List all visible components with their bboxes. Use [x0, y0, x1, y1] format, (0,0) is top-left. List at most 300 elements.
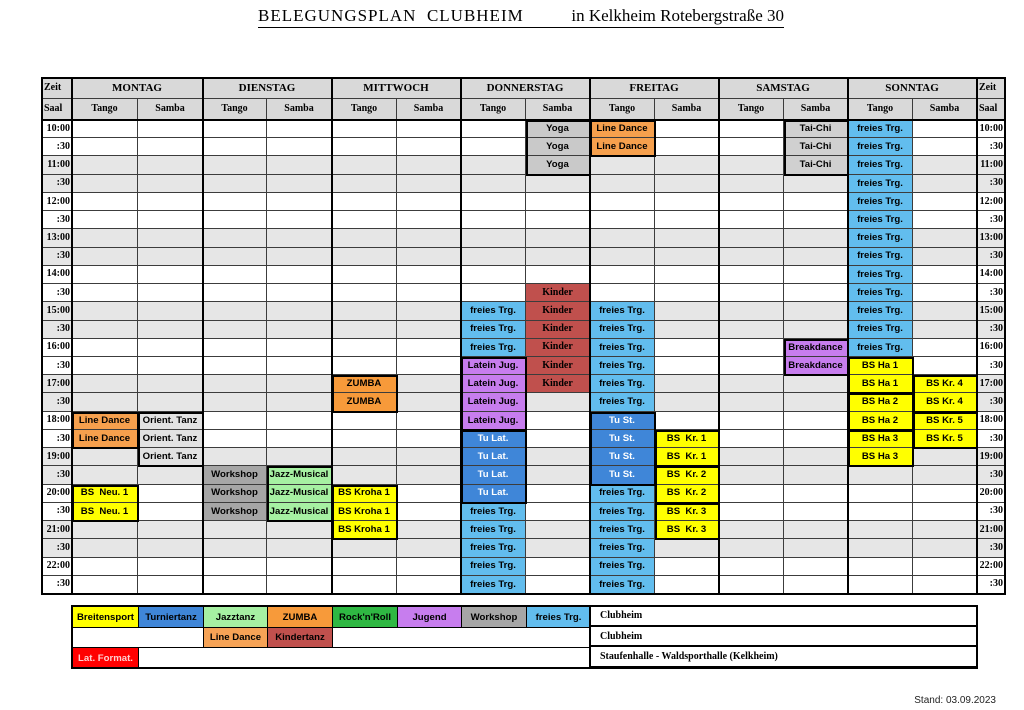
schedule-entry: freies Trg.	[590, 485, 655, 503]
legend-item: Jazztanz	[203, 606, 268, 628]
schedule-cell	[526, 175, 590, 193]
schedule-entry: Workshop	[203, 503, 267, 521]
legend-venue: Staufenhalle - Waldsporthalle (Kelkheim)	[590, 647, 977, 668]
schedule-cell	[913, 558, 977, 576]
schedule-cell	[138, 375, 203, 393]
schedule-cell	[719, 284, 784, 302]
schedule-cell	[461, 248, 526, 266]
schedule-entry: BS Kr. 2	[655, 466, 719, 484]
schedule-cell	[461, 138, 526, 156]
schedule-entry: Line Dance	[72, 430, 138, 448]
time-label-right: 14:00	[977, 266, 1005, 284]
schedule-cell	[397, 302, 461, 320]
schedule-cell	[461, 229, 526, 247]
schedule-cell	[397, 576, 461, 594]
schedule-cell	[72, 284, 138, 302]
schedule-entry: freies Trg.	[461, 521, 526, 539]
schedule-entry: BS Kr. 5	[913, 430, 977, 448]
schedule-cell	[138, 211, 203, 229]
schedule-entry: Yoga	[526, 120, 590, 138]
schedule-cell	[784, 248, 848, 266]
schedule-entry: Workshop	[203, 466, 267, 484]
schedule-entry: freies Trg.	[461, 539, 526, 557]
schedule-cell	[526, 448, 590, 466]
schedule-cell	[719, 229, 784, 247]
schedule-entry: Tai-Chi	[784, 138, 848, 156]
schedule-cell	[138, 175, 203, 193]
schedule-cell	[267, 266, 332, 284]
schedule-cell	[655, 175, 719, 193]
schedule-cell	[332, 339, 397, 357]
schedule-entry: BS Ha 1	[848, 375, 913, 393]
time-label-right: 15:00	[977, 302, 1005, 320]
schedule-cell	[72, 321, 138, 339]
day-header-dienstag: DIENSTAG	[203, 78, 332, 99]
schedule-cell	[719, 175, 784, 193]
grid-line-horizontal	[41, 593, 1006, 595]
schedule-cell	[72, 393, 138, 411]
schedule-cell	[267, 321, 332, 339]
schedule-entry: freies Trg.	[848, 156, 913, 174]
schedule-cell	[590, 229, 655, 247]
schedule-cell	[72, 539, 138, 557]
schedule-cell	[332, 193, 397, 211]
time-label-left: 16:00	[42, 339, 72, 357]
room-header-tango: Tango	[848, 99, 913, 120]
schedule-entry: BS Kroha 1	[332, 485, 397, 503]
schedule-entry: Orient. Tanz	[138, 448, 203, 466]
schedule-cell	[784, 375, 848, 393]
schedule-cell	[203, 357, 267, 375]
schedule-entry: Line Dance	[590, 138, 655, 156]
schedule-cell	[848, 521, 913, 539]
schedule-entry: BS Kroha 1	[332, 503, 397, 521]
schedule-entry: freies Trg.	[590, 375, 655, 393]
schedule-cell	[332, 466, 397, 484]
time-label-right: 17:00	[977, 375, 1005, 393]
schedule-cell	[913, 193, 977, 211]
time-label-left: 17:00	[42, 375, 72, 393]
schedule-cell	[203, 248, 267, 266]
schedule-cell	[397, 412, 461, 430]
schedule-cell	[267, 229, 332, 247]
schedule-cell	[461, 156, 526, 174]
schedule-cell	[719, 521, 784, 539]
schedule-cell	[784, 266, 848, 284]
schedule-entry: ZUMBA	[332, 375, 397, 393]
schedule-cell	[461, 175, 526, 193]
schedule-cell	[913, 576, 977, 594]
saal-header-right: Saal	[977, 99, 1005, 120]
schedule-cell	[267, 339, 332, 357]
schedule-cell	[72, 229, 138, 247]
schedule-cell	[138, 503, 203, 521]
schedule-cell	[526, 430, 590, 448]
time-label-left: :30	[42, 138, 72, 156]
schedule-cell	[203, 302, 267, 320]
room-header-samba: Samba	[526, 99, 590, 120]
schedule-cell	[138, 393, 203, 411]
schedule-cell	[203, 539, 267, 557]
schedule-cell	[397, 503, 461, 521]
time-label-right: :30	[977, 503, 1005, 521]
schedule-cell	[590, 266, 655, 284]
schedule-entry: Jazz-Musical	[267, 485, 332, 503]
schedule-entry: Tai-Chi	[784, 156, 848, 174]
schedule-cell	[784, 321, 848, 339]
schedule-cell	[655, 193, 719, 211]
schedule-entry: freies Trg.	[461, 302, 526, 320]
schedule-entry: freies Trg.	[590, 357, 655, 375]
schedule-entry: Tu Lat.	[461, 466, 526, 484]
schedule-cell	[655, 138, 719, 156]
legend-line-horizontal	[72, 627, 590, 628]
schedule-cell	[397, 448, 461, 466]
schedule-cell	[72, 248, 138, 266]
schedule-cell	[719, 503, 784, 521]
schedule-cell	[784, 284, 848, 302]
schedule-cell	[913, 466, 977, 484]
schedule-entry: freies Trg.	[590, 503, 655, 521]
time-label-left: 21:00	[42, 521, 72, 539]
schedule-cell	[461, 284, 526, 302]
time-label-left: 22:00	[42, 558, 72, 576]
time-label-left: 14:00	[42, 266, 72, 284]
schedule-entry: BS Kr. 3	[655, 521, 719, 539]
schedule-cell	[784, 576, 848, 594]
schedule-cell	[655, 558, 719, 576]
legend-item: Turniertanz	[138, 606, 204, 628]
schedule-cell	[719, 248, 784, 266]
schedule-cell	[719, 266, 784, 284]
schedule-entry: freies Trg.	[848, 175, 913, 193]
schedule-cell	[332, 156, 397, 174]
schedule-cell	[267, 138, 332, 156]
schedule-cell	[655, 393, 719, 411]
schedule-entry: Kinder	[526, 284, 590, 302]
schedule-cell	[332, 120, 397, 138]
schedule-cell	[655, 248, 719, 266]
schedule-entry: Latein Jug.	[461, 357, 526, 375]
schedule-cell	[72, 521, 138, 539]
schedule-entry: freies Trg.	[461, 339, 526, 357]
schedule-cell	[719, 193, 784, 211]
time-label-left: :30	[42, 393, 72, 411]
schedule-cell	[461, 120, 526, 138]
schedule-entry: BS Kr. 4	[913, 393, 977, 411]
time-label-left: 10:00	[42, 120, 72, 138]
time-label-left: 15:00	[42, 302, 72, 320]
schedule-entry: freies Trg.	[848, 248, 913, 266]
saal-header-left: Saal	[42, 99, 72, 120]
schedule-cell	[72, 175, 138, 193]
schedule-cell	[526, 393, 590, 411]
schedule-entry: freies Trg.	[590, 339, 655, 357]
schedule-cell	[332, 448, 397, 466]
schedule-cell	[913, 321, 977, 339]
schedule-entry: Line Dance	[590, 120, 655, 138]
time-label-left: :30	[42, 503, 72, 521]
schedule-cell	[72, 357, 138, 375]
schedule-entry: freies Trg.	[590, 576, 655, 594]
schedule-entry: freies Trg.	[461, 576, 526, 594]
schedule-cell	[397, 466, 461, 484]
schedule-cell	[784, 211, 848, 229]
schedule-cell	[397, 539, 461, 557]
schedule-cell	[784, 558, 848, 576]
schedule-cell	[397, 357, 461, 375]
time-label-left: :30	[42, 576, 72, 594]
schedule-cell	[138, 466, 203, 484]
schedule-cell	[784, 412, 848, 430]
schedule-cell	[526, 211, 590, 229]
time-label-right: :30	[977, 321, 1005, 339]
legend-item: Rock'n'Roll	[332, 606, 398, 628]
schedule-cell	[267, 175, 332, 193]
schedule-cell	[655, 302, 719, 320]
time-label-left: :30	[42, 430, 72, 448]
time-label-right: 11:00	[977, 156, 1005, 174]
schedule-entry: Kinder	[526, 302, 590, 320]
schedule-entry: freies Trg.	[461, 503, 526, 521]
schedule-cell	[72, 193, 138, 211]
legend-item: Jugend	[397, 606, 462, 628]
room-header-tango: Tango	[719, 99, 784, 120]
schedule-cell	[138, 193, 203, 211]
schedule-entry: freies Trg.	[848, 266, 913, 284]
schedule-cell	[203, 521, 267, 539]
schedule-cell	[203, 138, 267, 156]
schedule-cell	[397, 521, 461, 539]
schedule-cell	[590, 156, 655, 174]
schedule-cell	[267, 375, 332, 393]
schedule-cell	[655, 284, 719, 302]
schedule-cell	[461, 266, 526, 284]
title-main: BELEGUNGSPLAN CLUBHEIM	[258, 6, 524, 25]
schedule-cell	[913, 485, 977, 503]
schedule-cell	[913, 138, 977, 156]
schedule-cell	[719, 211, 784, 229]
schedule-cell	[267, 393, 332, 411]
schedule-entry: Tu Lat.	[461, 485, 526, 503]
time-label-right: 12:00	[977, 193, 1005, 211]
schedule-cell	[138, 521, 203, 539]
schedule-cell	[72, 138, 138, 156]
schedule-cell	[719, 466, 784, 484]
schedule-cell	[526, 539, 590, 557]
legend-item: ZUMBA	[267, 606, 333, 628]
schedule-cell	[203, 412, 267, 430]
legend-line-horizontal	[72, 647, 590, 648]
schedule-entry: Tu St.	[590, 412, 655, 430]
schedule-cell	[332, 321, 397, 339]
schedule-cell	[784, 302, 848, 320]
schedule-cell	[138, 120, 203, 138]
schedule-cell	[913, 211, 977, 229]
schedule-cell	[913, 120, 977, 138]
schedule-cell	[203, 339, 267, 357]
schedule-cell	[526, 248, 590, 266]
schedule-cell	[719, 302, 784, 320]
schedule-cell	[913, 302, 977, 320]
schedule-cell	[267, 284, 332, 302]
schedule-entry: BS Kr. 4	[913, 375, 977, 393]
grid-line-vertical	[331, 78, 333, 595]
room-header-samba: Samba	[267, 99, 332, 120]
schedule-cell	[332, 284, 397, 302]
time-label-left: 11:00	[42, 156, 72, 174]
schedule-cell	[913, 539, 977, 557]
schedule-entry: freies Trg.	[590, 393, 655, 411]
schedule-cell	[267, 558, 332, 576]
schedule-cell	[590, 175, 655, 193]
schedule-cell	[138, 248, 203, 266]
grid-line-horizontal	[41, 119, 1006, 121]
legend-venue: Clubheim	[590, 627, 977, 647]
schedule-entry: BS Ha 3	[848, 448, 913, 466]
grid-line-vertical	[41, 78, 43, 595]
zeit-header-left: Zeit	[42, 78, 72, 99]
schedule-entry: freies Trg.	[848, 339, 913, 357]
time-label-left: :30	[42, 284, 72, 302]
room-header-tango: Tango	[461, 99, 526, 120]
schedule-cell	[203, 266, 267, 284]
schedule-cell	[848, 503, 913, 521]
schedule-cell	[784, 448, 848, 466]
schedule-cell	[267, 248, 332, 266]
schedule-cell	[397, 375, 461, 393]
schedule-cell	[203, 576, 267, 594]
schedule-cell	[72, 448, 138, 466]
schedule-cell	[913, 266, 977, 284]
schedule-entry: freies Trg.	[848, 302, 913, 320]
schedule-cell	[267, 211, 332, 229]
room-header-samba: Samba	[655, 99, 719, 120]
schedule-cell	[913, 448, 977, 466]
zeit-header-right: Zeit	[977, 78, 1005, 99]
schedule-cell	[655, 321, 719, 339]
time-label-left: 13:00	[42, 229, 72, 247]
schedule-cell	[719, 485, 784, 503]
time-label-left: :30	[42, 248, 72, 266]
schedule-cell	[655, 412, 719, 430]
day-header-freitag: FREITAG	[590, 78, 719, 99]
time-label-right: :30	[977, 539, 1005, 557]
schedule-cell	[72, 375, 138, 393]
schedule-entry: freies Trg.	[848, 120, 913, 138]
legend-venue: Clubheim	[590, 606, 977, 627]
schedule-cell	[655, 539, 719, 557]
schedule-entry: Tu St.	[590, 466, 655, 484]
schedule-cell	[719, 357, 784, 375]
schedule-entry: Kinder	[526, 339, 590, 357]
schedule-cell	[72, 266, 138, 284]
schedule-entry: Tai-Chi	[784, 120, 848, 138]
schedule-cell	[397, 558, 461, 576]
schedule-cell	[72, 558, 138, 576]
schedule-cell	[397, 175, 461, 193]
schedule-cell	[138, 321, 203, 339]
schedule-entry: freies Trg.	[590, 302, 655, 320]
schedule-entry: Yoga	[526, 156, 590, 174]
legend-divider	[589, 606, 591, 668]
time-label-left: 20:00	[42, 485, 72, 503]
schedule-cell	[203, 375, 267, 393]
grid-line-vertical	[202, 78, 204, 595]
schedule-entry: Latein Jug.	[461, 393, 526, 411]
schedule-cell	[397, 138, 461, 156]
schedule-entry: freies Trg.	[461, 321, 526, 339]
schedule-entry: Workshop	[203, 485, 267, 503]
schedule-cell	[719, 321, 784, 339]
schedule-cell	[72, 339, 138, 357]
schedule-cell	[784, 503, 848, 521]
schedule-cell	[332, 266, 397, 284]
grid-line-vertical	[1004, 78, 1006, 595]
schedule-cell	[913, 503, 977, 521]
time-label-right: 18:00	[977, 412, 1005, 430]
schedule-cell	[138, 339, 203, 357]
schedule-cell	[719, 448, 784, 466]
schedule-cell	[332, 357, 397, 375]
legend-item: Kindertanz	[267, 627, 333, 648]
schedule-entry: BS Ha 1	[848, 357, 913, 375]
schedule-cell	[655, 211, 719, 229]
schedule-entry: Tu Lat.	[461, 448, 526, 466]
room-header-samba: Samba	[138, 99, 203, 120]
schedule-cell	[590, 284, 655, 302]
schedule-cell	[267, 430, 332, 448]
schedule-entry: freies Trg.	[848, 321, 913, 339]
schedule-entry: Tu St.	[590, 430, 655, 448]
schedule-entry: Yoga	[526, 138, 590, 156]
legend-item: freies Trg.	[526, 606, 591, 628]
schedule-entry: BS Kr. 5	[913, 412, 977, 430]
schedule-cell	[590, 248, 655, 266]
room-header-tango: Tango	[203, 99, 267, 120]
schedule-cell	[267, 412, 332, 430]
schedule-cell	[655, 339, 719, 357]
schedule-cell	[913, 284, 977, 302]
schedule-cell	[913, 156, 977, 174]
schedule-cell	[526, 576, 590, 594]
schedule-cell	[332, 175, 397, 193]
schedule-cell	[655, 229, 719, 247]
schedule-entry: freies Trg.	[590, 539, 655, 557]
schedule-cell	[848, 539, 913, 557]
schedule-cell	[397, 229, 461, 247]
time-label-left: :30	[42, 539, 72, 557]
schedule-cell	[397, 485, 461, 503]
legend-item: Workshop	[461, 606, 527, 628]
schedule-entry: freies Trg.	[590, 558, 655, 576]
schedule-cell	[655, 375, 719, 393]
time-label-right: 13:00	[977, 229, 1005, 247]
schedule-cell	[332, 248, 397, 266]
schedule-cell	[267, 302, 332, 320]
title-location: in Kelkheim Rotebergstraße 30	[571, 6, 784, 25]
schedule-cell	[203, 448, 267, 466]
schedule-entry: BS Ha 3	[848, 430, 913, 448]
schedule-cell	[138, 266, 203, 284]
schedule-entry: Breakdance	[784, 339, 848, 357]
grid-line-vertical	[976, 78, 978, 595]
schedule-cell	[913, 357, 977, 375]
time-label-right: :30	[977, 430, 1005, 448]
time-label-right: :30	[977, 576, 1005, 594]
schedule-cell	[267, 357, 332, 375]
schedule-cell	[848, 485, 913, 503]
